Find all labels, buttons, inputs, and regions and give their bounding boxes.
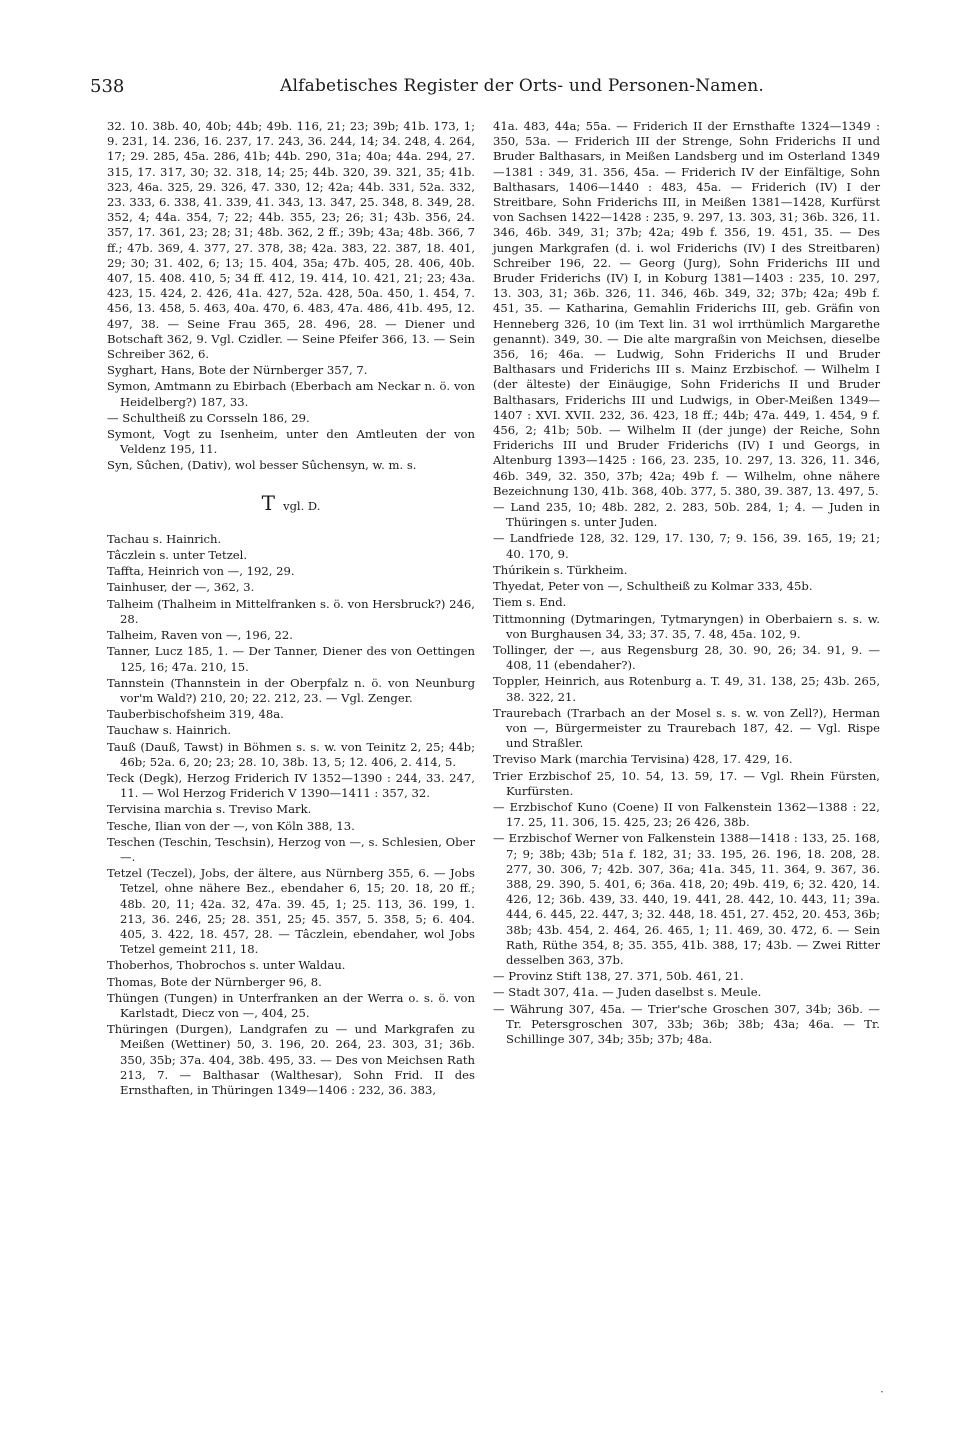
index-entry: Thyedat, Peter von —, Schultheiß zu Kolmar 333, 45b. [493,579,813,594]
index-entry-continuation: 32. 10. 38b. 40, 40b; 44b; 49b. 116, 21; 23; 39b; 41b. 173, 1; 9. 231, 14. 236, 16. 237, 17. 243, 36. 244, 14; 34. 248, 4. 264, 17; 29. 285, 45a. 286, 41b; 44b. 290, 31a; 40a; 44a. 294, 27. 315, 17. 317, 30; 32. 318, 14; 25; 44b. 320, 39. 321, 35; 41b. 323, 46a. 325, 29. 326, 47. 330, 12; 42a; 44b. 331, 52a. 332, 23. 333, 6. 338, 41. 339, 41. 343, 13. 347, 25. 348, 8. 349, 28. 352, 4; 44a. 354, 7; 22; 44b. 355, 23; 26; 31; 43b. 356, 24. 357, 17. 361, 23; 28; 31; 48b. 362, 2 ff.; 39b; 43a; 48b. 366, 7 ff.; 47b. 369, 4. 377, 27. 378, 38; 42a. 383, 22. 387, 18. 401, 29; 30; 31. 402, 6; 13; 15. 404, 35a; 47b. 405, 28. 406, 40b. 407, 15. 408. 410, 5; 34 ff. 412, 19. 414, 10. 421, 21; 23; 43a. 423, 15. 424, 2. 426, 41a. 427, 52a. 428, 50a. 450, 1. 454, 7. 456, 13. 458, 5. 463, 40a. 470, 6. 483, 47a. 486, 41b. 495, 12. 497, 38. — Seine Frau 365, 28. 496, 28. — Diener und Botschaft 362, 9. Vgl. Czidler. — Seine Pfeifer 366, 13. — Sein Schreiber 362, 6. [107,119,475,362]
index-entry: Talheim, Raven von —, 196, 22. [107,628,293,643]
index-entry: Thüngen (Tungen) in Unterfranken an der Werra o. s. ö. von Karlstadt, Diecz von —, 404, 25. [107,990,475,1020]
index-entry: — Schultheiß zu Corsseln 186, 29. [107,410,310,425]
index-entry: — Erzbischof Werner von Falkenstein 1388—1418 : 133, 25. 168, 7; 9; 38b; 43b; 51a f. 182, 31; 33. 195, 26. 196, 18. 208, 28. 277, 30. 306, 7; 42b. 307, 36a; 41a. 345, 11. 364, 9. 367, 36. 388, 29. 390, 5. 401, 6; 36a. 418, 20; 49b. 419, 6; 32. 420, 14. 426, 12; 36b. 439, 33. 440, 19. 441, 28. 442, 10. 443, 11; 39a. 444, 6. 445, 22. 447, 3; 32. 448, 18. 451, 27. 452, 20. 453, 36b; 38b; 43b. 454, 2. 464, 26. 465, 1; 11. 469, 30. 472, 6. — Sein Rath, Rüthe 354, 8; 35. 355, 41b. 388, 17; 43b. — Zwei Ritter desselben 363, 37b. [493,831,880,967]
index-entry: Syn, Sûchen, (Dativ), wol besser Sûchensyn, w. m. s. [107,458,417,473]
index-entry: Thoberhos, Thobrochos s. unter Waldau. [107,958,346,973]
index-entry: Syghart, Hans, Bote der Nürnberger 357, 7. [107,363,368,378]
index-entry: Treviso Mark (marchia Tervisina) 428, 17. 429, 16. [493,752,793,767]
index-entry: Tâczlein s. unter Tetzel. [107,548,248,563]
index-entry: — Erzbischof Kuno (Coene) II von Falkenstein 1362—1388 : 22, 17. 25, 11. 306, 15. 425, 23; 26 426, 38b. [493,799,880,830]
section-letter: T [261,490,275,515]
index-entry: Teck (Degk), Herzog Friderich IV 1352—1390 : 244, 33. 247, 11. — Wol Herzog Friderich V 1390—1411 : 357, 32. [107,770,475,801]
index-entry: Symont, Vogt zu Isenheim, unter den Amtleuten der von Veldenz 195, 11. [107,427,475,457]
index-entry: Thomas, Bote der Nürnberger 96, 8. [107,974,322,989]
index-entry: — Landfriede 128, 32. 129, 17. 130, 7; 9. 156, 39. 165, 19; 21; 40. 170, 9. [493,531,880,561]
entry-list-after-section [107,532,475,1098]
index-entry: Teschen (Teschin, Teschsin), Herzog von —, s. Schlesien, Ober —. [107,834,475,864]
index-entry: Tollinger, der —, aus Regensburg 28, 30. 90, 26; 34. 91, 9. — 408, 11 (ebendaher?). [493,642,880,673]
index-entry: Tachau s. Hainrich. [107,531,222,546]
left-column [107,119,475,1099]
index-entry: Tauberbischofsheim 319, 48a. [107,707,284,722]
section-heading [107,490,475,515]
entry-list-before-section [107,363,475,473]
index-entry: Tetzel (Teczel), Jobs, der ältere, aus Nürnberg 355, 6. — Jobs Tetzel, ohne nähere Bez., ebendaher 6, 15; 20. 18, 20 ff.; 48b. 20, 11; 42a. 32, 47a. 39. 45, 1; 25. 113, 36. 199, 1. 213, 36. 246, 25; 28. 351, 25; 45. 357, 5. 358, 5; 6. 404. 405, 3. 422, 18. 457, 28. — Tâczlein, ebendaher, wol Jobs Tetzel gemeint 211, 18. [107,866,475,957]
index-entry: Thúrikein s. Türkheim. [493,562,628,577]
running-head: Alfabetisches Register der Orts- und Personen-Namen. [280,76,764,96]
index-entry: Taffta, Heinrich von —, 192, 29. [107,564,295,579]
index-entry: Talheim (Thalheim in Mittelfranken s. ö. von Hersbruck?) 246, 28. [107,596,475,626]
index-entry: — Währung 307, 45a. — Trier'sche Groschen 307, 34b; 36b. — Tr. Petersgroschen 307, 33b; 36b; 38b; 43a; 46a. — Tr. Schillinge 307, 34b; 35b; 37b; 48a. [493,1001,880,1046]
index-entry: — Stadt 307, 41a. — Juden daselbst s. Meule. [493,985,762,1000]
index-entry: Thüringen (Durgen), Landgrafen zu — und Markgrafen zu Meißen (Wettiner) 50, 3. 196, 20. 264, 23. 303, 31; 36b. 350, 35b; 37a. 404, 38b. 495, 33. — Des von Meichsen Rath 213, 7. — Balthasar (Walthesar), Sohn Frid. II des Ernsthaften, in Thüringen 1349—1406 : 232, 36. 383, [107,1022,475,1097]
index-entry: Tainhuser, der —, 362, 3. [107,580,255,595]
index-entry: — Land 235, 10; 48b. 282, 2. 283, 50b. 284, 1; 4. — Juden in Thüringen s. unter Juden. [493,500,880,530]
index-entry: Toppler, Heinrich, aus Rotenburg a. T. 49, 31. 138, 25; 43b. 265, 38. 322, 21. [493,674,880,704]
index-entry: Tiem s. End. [493,595,567,610]
section-cross-reference: vgl. D. [283,498,321,513]
stray-mark: · [880,1385,884,1399]
index-entry-continuation: 41a. 483, 44a; 55a. — Friderich II der Ernsthafte 1324—1349 : 350, 53a. — Friderich III der Strenge, Sohn Friderichs II und Bruder Balthasars, in Meißen Landsberg und im Osterland 1349—1381 : 349, 31. 356, 45a. — Friderich IV der Einfältige, Sohn Balthasars, 1406—1440 : 483, 45a. — Friderich (IV) I der Streitbare, Sohn Friderichs III, in Meißen 1381—1428, Kurfürst von Sachsen 1422—1428 : 235, 9. 297, 13. 303, 31; 36b. 326, 11. 346, 46b. 349, 31; 37b; 42a; 49b f. 356, 19. 451, 35. — Des jungen Markgrafen (d. i. wol Friderichs (IV) I des Streitbaren) Schreiber 196, 22. — Georg (Jurg), Sohn Friderichs III und Bruder Friderichs (IV) I, in Koburg 1381—1403 : 235, 10. 297, 13. 303, 31; 36b. 326, 11. 346, 46b. 349, 32; 37b; 42a; 49b f. 451, 35. — Katharina, Gemahlin Friderichs III, geb. Gräfin von Henneberg 326, 10 (im Text lin. 31 wol irrthümlich Margarethe genannt). 349, 30. — Die alte margraßin von Meichsen, dieselbe 356, 16; 46a. — Ludwig, Sohn Friderichs II und Bruder Balthasars und Friderichs III s. Mainz Erzbischof. — Wilhelm I (der älteste) der Einäugige, Sohn Friderichs II und Bruder Balthasars, Friderichs III und Ludwigs, in Ober-Meißen 1349—1407 : XVI. XVII. 232, 36. 423, 18 ff.; 44b; 47a. 449, 1. 454, 9 f. 456, 2; 41b; 50b. — Wilhelm II (der junge) der Reiche, Sohn Friderichs III und Bruder Friderichs (IV) I und Georgs, in Altenburg 1393—1425 : 166, 23. 235, 10. 297, 13. 326, 11. 346, 46b. 349, 32. 350, 37b; 42a; 49b f. — Wilhelm, ohne nähere Bezeichnung 130, 41b. 368, 40b. 377, 5. 380, 39. 387, 13. 497, 5. [493,119,880,498]
index-entry: Tesche, Ilian von der —, von Köln 388, 13. [107,818,355,833]
index-entry: Symon, Amtmann zu Ebirbach (Eberbach am Neckar n. ö. von Heidelberg?) 187, 33. [107,379,475,409]
right-column [493,119,880,1048]
index-entry: Tanner, Lucz 185, 1. — Der Tanner, Diener des von Oettingen 125, 16; 47a. 210, 15. [107,644,475,674]
index-entry: Tervisina marchia s. Treviso Mark. [107,802,312,817]
index-entry: Tauchaw s. Hainrich. [107,723,232,738]
index-entry: Tauß (Dauß, Tawst) in Böhmen s. s. w. von Teinitz 2, 25; 44b; 46b; 52a. 6, 20; 23; 28. 10, 38b. 13, 5; 12. 406, 2. 414, 5. [107,739,475,769]
page-number: 538 [90,76,125,97]
index-entry: Tannstein (Thannstein in der Oberpfalz n. ö. von Neunburg vor'm Wald?) 210, 20; 22. 212, 23. — Vgl. Zenger. [107,675,475,705]
entry-list [493,500,880,1047]
index-entry: Tittmonning (Dytmaringen, Tytmaryngen) in Oberbaiern s. s. w. von Burghausen 34, 33; 37. 35, 7. 48, 45a. 102, 9. [493,611,880,641]
index-entry: — Provinz Stift 138, 27. 371, 50b. 461, 21. [493,969,744,984]
index-entry: Trier Erzbischof 25, 10. 54, 13. 59, 17. — Vgl. Rhein Fürsten, Kurfürsten. [493,768,880,798]
index-entry: Traurebach (Trarbach an der Mosel s. s. w. von Zell?), Herman von —, Bürgermeister zu Traurebach 187, 42. — Vgl. Rispe und Straßler. [493,705,880,751]
